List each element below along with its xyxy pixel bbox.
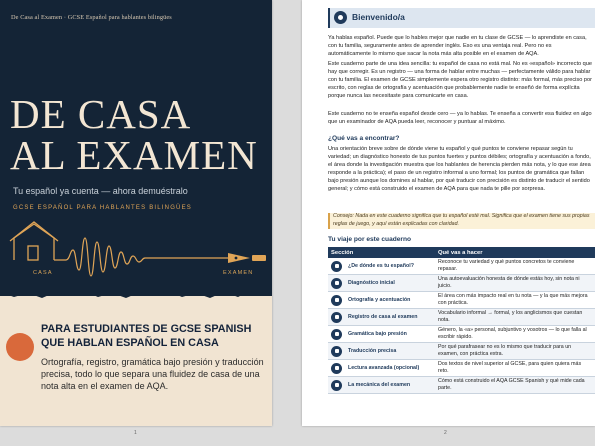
table-cell-desc: Dos textos de nivel superior al GCSE, para quien quiera más reto. [435, 360, 595, 377]
table-cell-icon [328, 377, 345, 394]
cover-top-panel [0, 0, 272, 296]
welcome-bullet-icon [334, 11, 347, 24]
table-cell-icon [328, 343, 345, 360]
table-cell-desc: Por qué parafrasear no es lo mismo que traducir para un examen, con práctica extra. [435, 343, 595, 360]
table-cell-icon [328, 292, 345, 309]
table-cell-icon [328, 309, 345, 326]
exam-icon [331, 380, 342, 391]
intro-paragraph-3: Este cuaderno no te enseña español desde cero — ya lo hablas. Te enseña a convertir esa fluidez en algo que un examinador de AQA pueda leer, reconocer y puntuar al máximo. [328, 111, 592, 126]
translate-icon [331, 346, 342, 357]
cover-title [10, 91, 258, 178]
table-cell-desc: Género, la «a» personal, subjuntivo y vosotros — lo que falla al escribir rápido. [435, 326, 595, 343]
page-2 [302, 0, 595, 426]
welcome-title: Bienvenido/a [352, 12, 405, 22]
tip-callout: Consejo: Nada en este cuaderno significa que tu español esté mal. Significa que el examen tiene sus propias reglas de juego, y aquí están explicadas con claridad. [328, 213, 595, 229]
table-cell-section: Lectura avanzada (opcional) [345, 360, 435, 377]
table-cell-section: La mecánica del examen [345, 377, 435, 394]
heading-find: ¿Qué vas a encontrar? [328, 135, 400, 142]
table-cell-desc: Vocabulario informal → formal, y los anglicismos que cuestan nota. [435, 309, 595, 326]
sections-table [328, 247, 595, 394]
globe-icon [331, 261, 342, 272]
table-row [328, 377, 595, 394]
welcome-header-bar [328, 8, 595, 28]
table-cell-desc: El área con más impacto real en tu nota — y la que más mejora con práctica. [435, 292, 595, 309]
table-cell-section: Gramática bajo presión [345, 326, 435, 343]
table-cell-desc: Cómo está construido el AQA GCSE Spanish y qué mide cada parte. [435, 377, 595, 394]
label-examen: EXAMEN [223, 270, 254, 276]
table-cell-section: Traducción precisa [345, 343, 435, 360]
orange-circle-decoration [6, 333, 34, 361]
label-casa: CASA [33, 270, 53, 276]
table-cell-desc: Reconoce tu variedad y qué puntos concretos te conviene repasar. [435, 258, 595, 275]
table-header-what: Qué vas a hacer [435, 247, 595, 258]
table-cell-section: Registro de casa al examen [345, 309, 435, 326]
cover-subtitle: Tu español ya cuenta — ahora demuéstralo [13, 186, 188, 196]
accent-icon [331, 295, 342, 306]
table-row [328, 360, 595, 377]
find-paragraph: Una orientación breve sobre de dónde viene tu español y qué puntos te conviene repasar según tu variedad; un diagnóstico honesto de tus puntos fuertes y puntos débiles; ortografía y acentuación a fondo, el área donde la investigación muestra que los hablantes de herencia pierden más nota, y lo que ese área responde a la práctica); el paso de un registro informal a uno formal; los puntos de gramática que fallan bajo presión aunque los domines al hablar, por qué traducir con precisión es distinto de traducir el sentido general; y cómo está construido el examen de AQA para que nada te pille por sorpresa. [328, 146, 591, 193]
table-header-section: Sección [328, 247, 435, 258]
cover-heading: PARA ESTUDIANTES DE GCSE SPANISH QUE HABLAN ESPAÑOL EN CASA [41, 323, 252, 349]
table-header-row [328, 247, 595, 258]
cover-caps-line: GCSE ESPAÑOL PARA HABLANTES BILINGÜES [13, 205, 192, 211]
register-icon [331, 312, 342, 323]
table-row [328, 275, 595, 292]
table-row [328, 309, 595, 326]
wave-line [54, 238, 228, 276]
page-1-cover [0, 0, 272, 426]
table-row [328, 292, 595, 309]
table-cell-icon [328, 360, 345, 377]
pen-nib-icon [228, 253, 266, 263]
table-row [328, 343, 595, 360]
table-cell-icon [328, 326, 345, 343]
cover-body-text: Ortografía, registro, gramática bajo presión y traducción precisa, todo lo que separa una fluidez de casa de una nota alta en el examen de AQA. [41, 357, 264, 391]
clipboard-icon [331, 278, 342, 289]
table-cell-icon [328, 275, 345, 292]
table-row [328, 326, 595, 343]
cover-title-line1: DE CASA [10, 91, 192, 137]
page-number-2: 2 [444, 430, 447, 436]
table-cell-section: Ortografía y acentuación [345, 292, 435, 309]
house-icon [10, 222, 58, 260]
table-cell-icon [328, 258, 345, 275]
cover-title-line2: AL EXAMEN [10, 132, 258, 178]
book-icon [331, 363, 342, 374]
table-cell-section: Diagnóstico inicial [345, 275, 435, 292]
cover-tagline: De Casa al Examen · GCSE Español para hablantes bilingües [11, 14, 172, 21]
cover-bottom-panel [0, 300, 272, 426]
page-number-1: 1 [134, 430, 137, 436]
intro-paragraph-1: Ya hablas español. Puede que lo hables mejor que nadie en tu clase de GCSE — lo aprendiste en casa, con tu familia, seguramente antes de aprender inglés. Eso es una ventaja real. Pero no es automáticamente lo mismo que sacar la nota más alta posible en el examen de AQA. [328, 35, 587, 58]
table-cell-desc: Una autoevaluación honesta de dónde estás hoy, sin nota ni juicio. [435, 275, 595, 292]
intro-paragraph-2: Este cuaderno parte de una idea sencilla: tu español de casa no está mal. No es «español» incorrecto que hay que corregir. Es un registro — una forma de hablar entre muchas — perfectamente válido para hablar con tu familia. El examen de GCSE simplemente espera otro registro distinto: más formal, más preciso por escrito, con reglas de ortografía y acentuación que probablemente nadie te enseñó de forma explícita porque nunca las necesitaste para comunicarte en casa. [328, 61, 593, 100]
table-row [328, 258, 595, 275]
grammar-icon [331, 329, 342, 340]
table-cell-section: ¿De dónde es tu español? [345, 258, 435, 275]
heading-journey: Tu viaje por este cuaderno [328, 236, 412, 243]
table-body [328, 258, 595, 394]
